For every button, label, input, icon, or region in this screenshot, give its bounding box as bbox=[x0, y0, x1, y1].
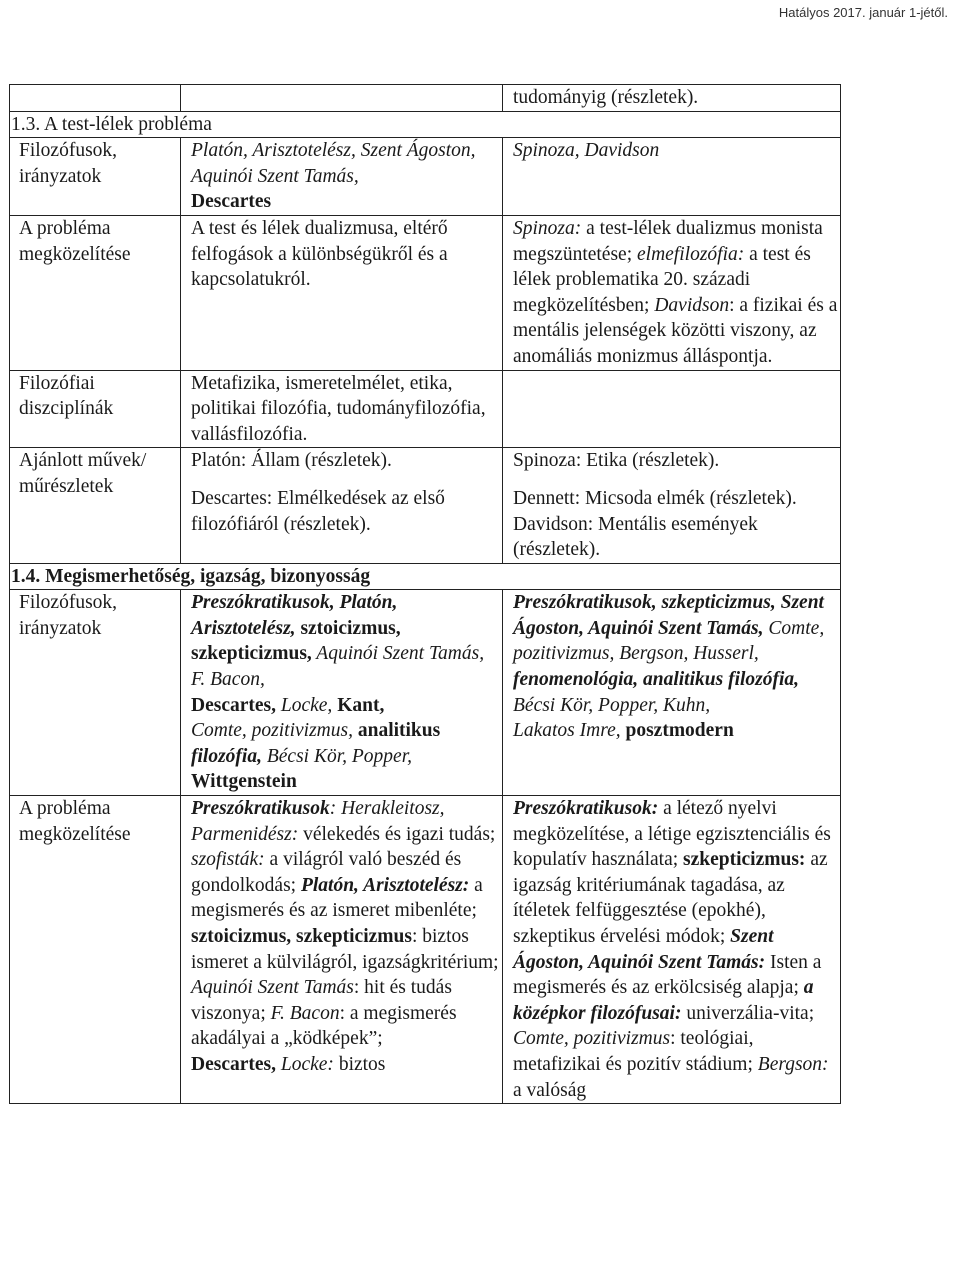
table-row bbox=[10, 590, 841, 796]
table-row bbox=[10, 796, 841, 1104]
row-label-approach: A probléma megközelítése bbox=[10, 215, 181, 370]
table-row bbox=[10, 448, 841, 563]
s13-disciplines-left: Metafizika, ismeretelmélet, etika, politikai filozófia, tudományfilozófia, vallásfilozófia. bbox=[181, 370, 503, 448]
s13-works-left: Platón: Állam (részletek). Descartes: Elmélkedések az első filozófiáról (részletek). bbox=[181, 448, 503, 563]
s13-philosophers-right: Spinoza, Davidson bbox=[503, 138, 841, 216]
s13-approach-left: A test és lélek dualizmusa, eltérő felfogások a különbségükről és a kapcsolatukról. bbox=[181, 215, 503, 370]
curriculum-table bbox=[9, 84, 841, 1104]
row-label-approach: A probléma megközelítése bbox=[10, 796, 181, 1104]
effective-date-header: Hatályos 2017. január 1-jétől. bbox=[778, 5, 948, 20]
row-label-philosophers: Filozófusok, irányzatok bbox=[10, 590, 181, 796]
s13-works-right: Spinoza: Etika (részletek). Dennett: Micsoda elmék (részletek). Davidson: Mentális események (részletek). bbox=[503, 448, 841, 563]
table-row bbox=[10, 370, 841, 448]
section-heading-row bbox=[10, 111, 841, 138]
s14-philosophers-left: Preszókratikusok, Platón, Arisztotelész, sztoicizmus, szkepticizmus, Aquinói Szent Tamás, F. Bacon, Descartes, Locke, Kant, Comte, pozitivizmus, analitikus filozófia, Bécsi Kör, Popper, Wittgenstein bbox=[181, 590, 503, 796]
row-label-works: Ajánlott művek/ műrészletek bbox=[10, 448, 181, 563]
table-row bbox=[10, 85, 841, 112]
row-label-disciplines: Filozófiai diszciplínák bbox=[10, 370, 181, 448]
s14-philosophers-right: Preszókratikusok, szkepticizmus, Szent Ágoston, Aquinói Szent Tamás, Comte, pozitivizmus, Bergson, Husserl, fenomenológia, analitikus filozófia, Bécsi Kör, Popper, Kuhn, Lakatos Imre, posztmodern bbox=[503, 590, 841, 796]
section-1-3-title: 1.3. A test-lélek probléma bbox=[10, 111, 841, 138]
section-1-4-title: 1.4. Megismerhetőség, igazság, bizonyosság bbox=[10, 563, 841, 590]
s13-approach-right: Spinoza: a test-lélek dualizmus monista megszüntetése; elmefilozófia: a test és lélek problematika 20. századi megközelítésben; Davidson: a fizikai és a mentális jelenségek közötti viszony, az anomáliás monizmus álláspontja. bbox=[503, 215, 841, 370]
row-label-philosophers: Filozófusok, irányzatok bbox=[10, 138, 181, 216]
s14-approach-right: Preszókratikusok: a létező nyelvi megközelítése, a létige egzisztenciális és kopulatív használata; szkepticizmus: az igazság kritériumának tagadása, az ítéletek felfüggesztése (epokhé), szkeptikus érvelési módok; Szent Ágoston, Aquinói Szent Tamás: Isten a megismerés és az erkölcsiség alapja; a középkor filozófusai: univerzália-vita; Comte, pozitivizmus: teológiai, metafizikai és pozitív stádium; Bergson: a valóság bbox=[503, 796, 841, 1104]
s13-philosophers-left: Platón, Arisztotelész, Szent Ágoston, Aquinói Szent Tamás, Descartes bbox=[181, 138, 503, 216]
section-heading-row bbox=[10, 563, 841, 590]
table-row bbox=[10, 138, 841, 216]
table-row bbox=[10, 215, 841, 370]
s14-approach-left: Preszókratikusok: Herakleitosz, Parmenidész: vélekedés és igazi tudás; szofisták: a világról való beszéd és gondolkodás; Platón, Arisztotelész: a megismerés és az ismeret mibenléte; sztoicizmus, szkepticizmus: biztos ismeret a külvilágról, igazságkritérium; Aquinói Szent Tamás: hit és tudás viszonya; F. Bacon: a megismerés akadályai a „ködképek”; Descartes, Locke: biztos bbox=[181, 796, 503, 1104]
carryover-text: tudományig (részletek). bbox=[503, 85, 841, 112]
